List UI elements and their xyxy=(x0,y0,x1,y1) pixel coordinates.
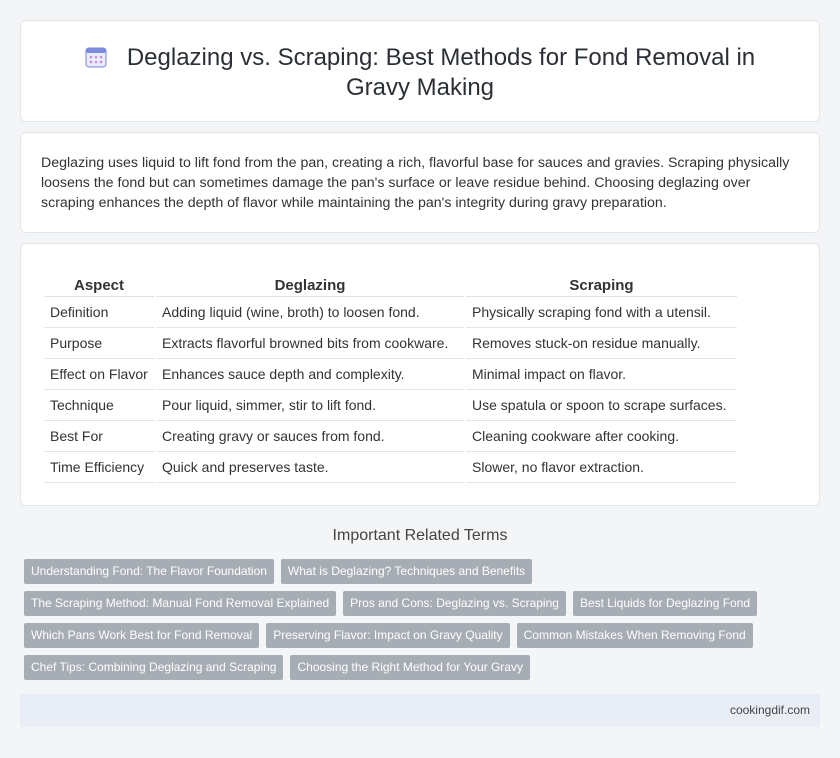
table-row xyxy=(44,390,737,421)
comparison-table xyxy=(42,275,739,483)
related-term-tag[interactable]: Choosing the Right Method for Your Gravy xyxy=(290,655,529,680)
related-terms-heading: Important Related Terms xyxy=(332,527,508,544)
related-term-tag[interactable]: Which Pans Work Best for Fond Removal xyxy=(24,623,259,648)
intro-paragraph: Deglazing uses liquid to lift fond from the pan, creating a rich, flavorful base for sauces and gravies. Scraping physically loosens the fond but can sometimes damage the pan's surface or leave residue behind. Choosing deglazing over scraping enhances the depth of flavor while maintaining the pan's integrity during gravy preparation. xyxy=(41,155,790,211)
cell-scraping: Cleaning cookware after cooking. xyxy=(466,421,737,452)
cell-deglazing: Enhances sauce depth and complexity. xyxy=(156,359,464,390)
cell-deglazing: Quick and preserves taste. xyxy=(156,452,464,483)
table-row xyxy=(44,452,737,483)
cell-scraping: Slower, no flavor extraction. xyxy=(466,452,737,483)
related-term-tag[interactable]: Understanding Fond: The Flavor Foundation xyxy=(24,559,274,584)
page-title-text: Deglazing vs. Scraping: Best Methods for Fond Removal in Gravy Making xyxy=(126,44,756,101)
table-row xyxy=(44,359,737,390)
cell-aspect: Technique xyxy=(44,390,154,421)
footer xyxy=(20,694,820,727)
header-scraping: Scraping xyxy=(466,275,737,297)
related-term-tag[interactable]: Best Liquids for Deglazing Fond xyxy=(573,591,757,616)
related-term-tag[interactable]: Common Mistakes When Removing Fond xyxy=(517,623,753,648)
cell-scraping: Removes stuck-on residue manually. xyxy=(466,328,737,359)
tag-row xyxy=(24,559,814,591)
cell-scraping: Minimal impact on flavor. xyxy=(466,359,737,390)
table-row xyxy=(44,328,737,359)
tag-row xyxy=(24,591,814,623)
cell-deglazing: Pour liquid, simmer, stir to lift fond. xyxy=(156,390,464,421)
cell-deglazing: Extracts flavorful browned bits from cookware. xyxy=(156,328,464,359)
related-term-tag[interactable]: Chef Tips: Combining Deglazing and Scraping xyxy=(24,655,283,680)
cell-aspect: Time Efficiency xyxy=(44,452,154,483)
related-term-tag[interactable]: The Scraping Method: Manual Fond Removal Explained xyxy=(24,591,336,616)
related-term-tag[interactable]: Preserving Flavor: Impact on Gravy Quality xyxy=(266,623,509,648)
table-row xyxy=(44,421,737,452)
header-deglazing: Deglazing xyxy=(156,275,464,297)
related-term-tag[interactable]: What is Deglazing? Techniques and Benefits xyxy=(281,559,532,584)
header-aspect: Aspect xyxy=(44,275,154,297)
cell-scraping: Use spatula or spoon to scrape surfaces. xyxy=(466,390,737,421)
cell-aspect: Effect on Flavor xyxy=(44,359,154,390)
footer-site-name[interactable]: cookingdif.com xyxy=(729,703,810,717)
cell-aspect: Best For xyxy=(44,421,154,452)
related-term-tag[interactable]: Pros and Cons: Deglazing vs. Scraping xyxy=(343,591,566,616)
cell-deglazing: Creating gravy or sauces from fond. xyxy=(156,421,464,452)
tag-row xyxy=(24,623,814,655)
cell-aspect: Definition xyxy=(44,297,154,328)
tag-row xyxy=(24,655,814,687)
comparison-card xyxy=(20,243,820,506)
table-header-row xyxy=(44,275,737,297)
page-title xyxy=(21,43,819,103)
cell-aspect: Purpose xyxy=(44,328,154,359)
calendar-grid-icon xyxy=(85,46,107,68)
title-card xyxy=(20,20,820,122)
intro-card xyxy=(20,132,820,233)
table-row xyxy=(44,297,737,328)
cell-deglazing: Adding liquid (wine, broth) to loosen fond. xyxy=(156,297,464,328)
related-terms-list xyxy=(24,559,814,687)
cell-scraping: Physically scraping fond with a utensil. xyxy=(466,297,737,328)
